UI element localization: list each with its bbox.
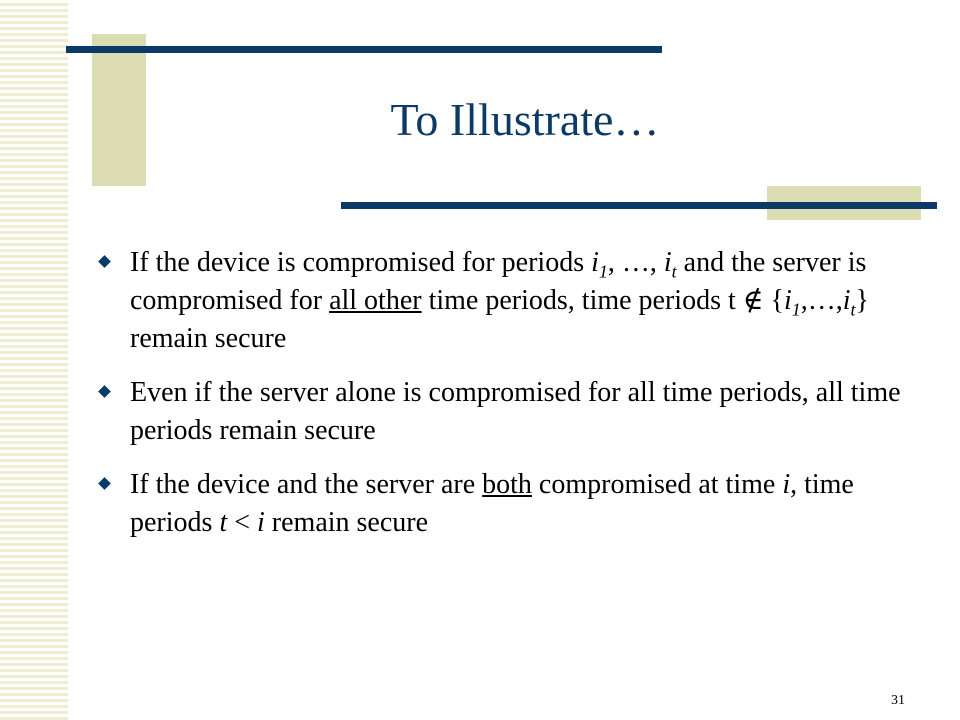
underlined-phrase: all other — [329, 285, 422, 316]
bullet-item-2: Even if the server alone is compromised for all time periods, all time periods remain secure — [98, 374, 918, 450]
underlined-phrase: both — [482, 469, 532, 500]
not-element-of-symbol: ∉ — [742, 285, 764, 316]
bullet-item-1: If the device is compromised for periods $i_1$, …, $i_t$ and the server is compromised for all other time periods, time periods t ∉ $\{i_1,\dots,i_t\}$ remain secure — [98, 244, 918, 358]
page-number: 31 — [891, 693, 905, 708]
bullet-item-3: If the device and the server are both compromised at time i, time periods t < i remain secure — [98, 466, 918, 542]
title-rule-bottom — [341, 202, 937, 209]
diamond-bullet-icon — [98, 385, 111, 398]
slide-title: To Illustrate… — [390, 94, 660, 145]
diamond-bullet-icon — [98, 477, 111, 490]
bullet-list — [98, 244, 918, 558]
diamond-bullet-icon — [98, 255, 111, 268]
title-rule-top — [66, 46, 662, 53]
